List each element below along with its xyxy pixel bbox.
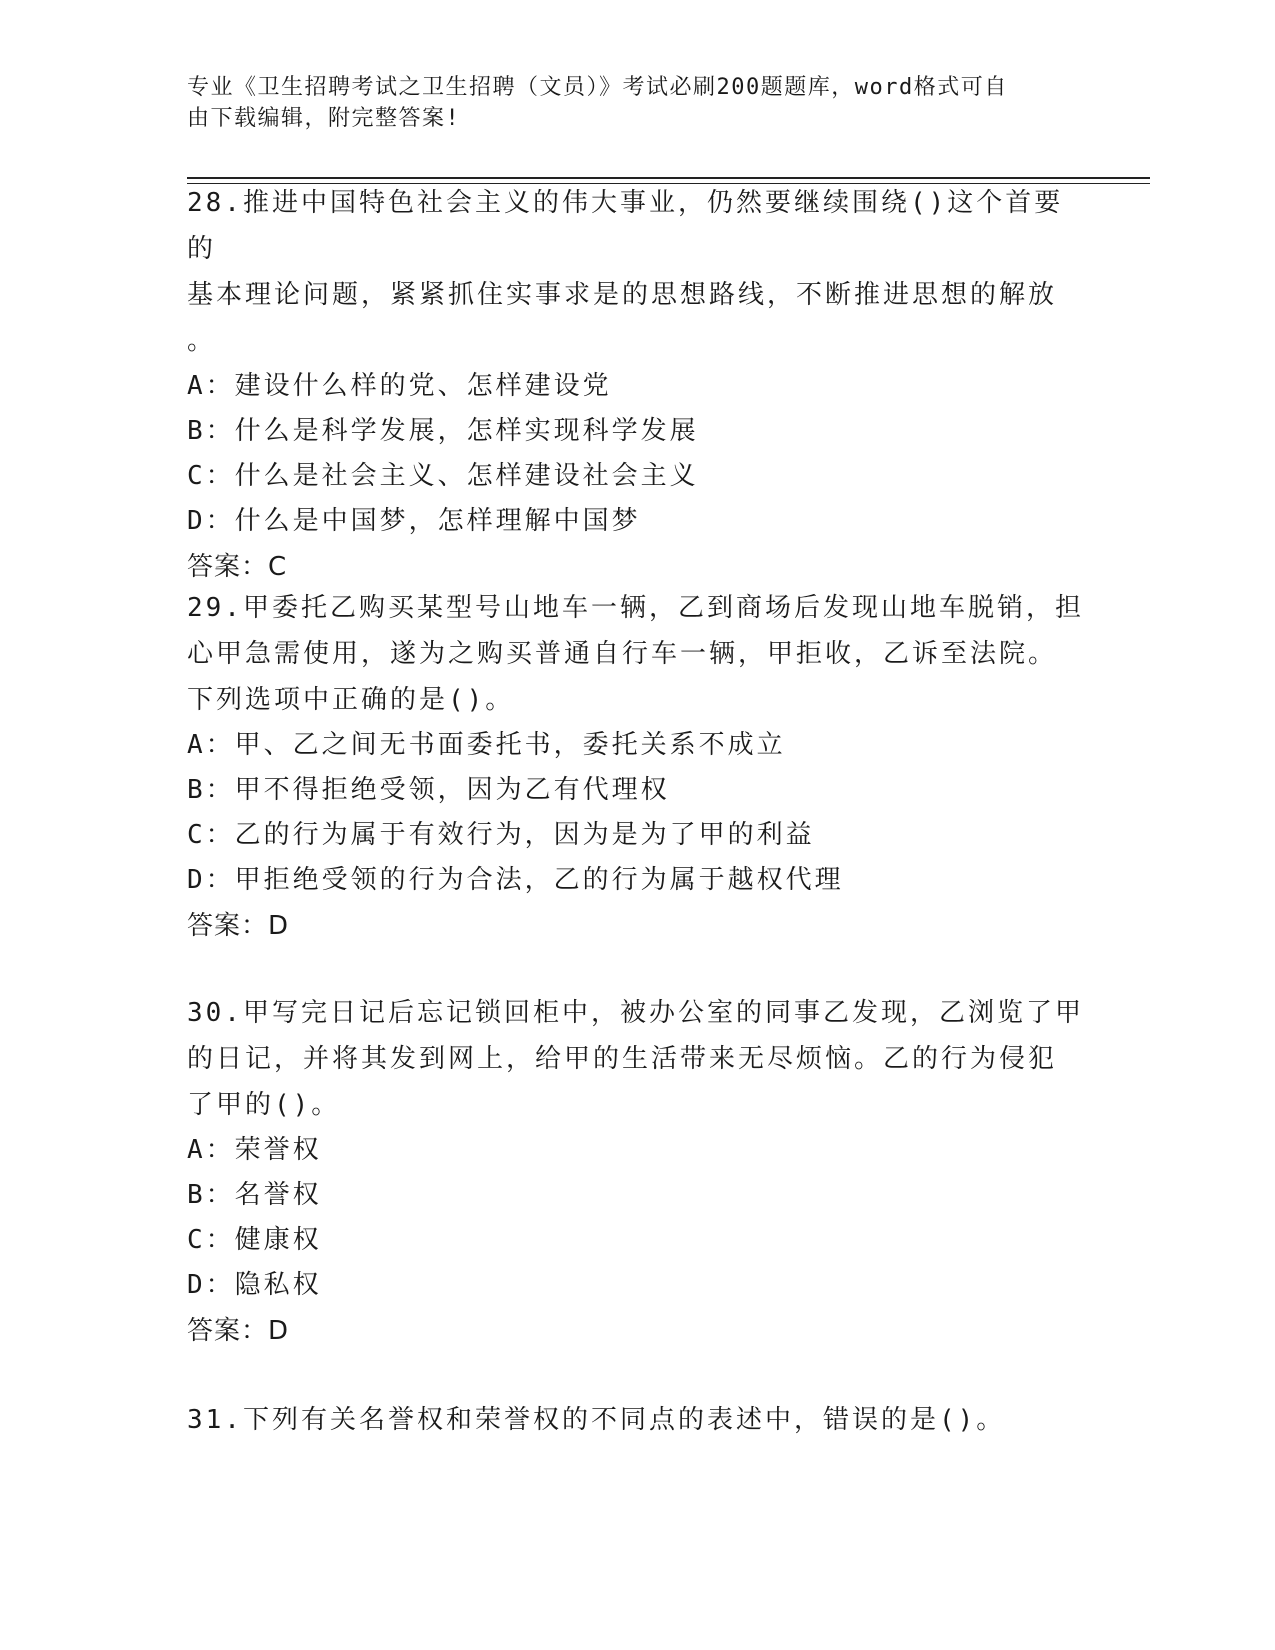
answer-line: 答案：D [187,1316,290,1346]
option-b: B：名誉权 [187,1180,322,1210]
question-stem-line: 31.下列有关名誉权和荣誉权的不同点的表述中，错误的是()。 [187,1405,1006,1435]
option-c: C：什么是社会主义、怎样建设社会主义 [187,461,699,491]
option-a: A：建设什么样的党、怎样建设党 [187,371,612,401]
option-a: A：荣誉权 [187,1135,322,1165]
answer-line: 答案：C [187,552,288,582]
answer-line: 答案：D [187,911,290,941]
header-line-1: 专业《卫生招聘考试之卫生招聘（文员）》考试必刷200题题库，word格式可自 [187,75,1008,100]
question-31 [187,1397,1087,1443]
option-c: C：乙的行为属于有效行为，因为是为了甲的利益 [187,820,815,850]
question-stem-line: 下列选项中正确的是()。 [187,685,515,715]
question-30 [187,990,1087,1355]
option-d: D：隐私权 [187,1270,322,1300]
header-divider-thick [187,177,1150,179]
question-stem-line: 了甲的()。 [187,1090,341,1120]
question-stem-line: 基本理论问题，紧紧抓住实事求是的思想路线，不断推进思想的解放 [187,280,1058,310]
option-d: D：什么是中国梦，怎样理解中国梦 [187,506,641,536]
option-c: C：健康权 [187,1225,322,1255]
question-28 [187,180,1087,591]
option-d: D：甲拒绝受领的行为合法，乙的行为属于越权代理 [187,865,844,895]
header-line-2: 由下载编辑，附完整答案! [187,106,461,131]
question-stem-line: 的日记，并将其发到网上，给甲的生活带来无尽烦恼。乙的行为侵犯 [187,1044,1058,1074]
question-stem-line: 。 [187,326,217,356]
option-a: A：甲、乙之间无书面委托书，委托关系不成立 [187,730,786,760]
question-stem-line: 28.推进中国特色社会主义的伟大事业，仍然要继续围绕()这个首要的 [187,188,1064,264]
option-b: B：甲不得拒绝受领，因为乙有代理权 [187,775,670,805]
question-stem-line: 心甲急需使用，遂为之购买普通自行车一辆，甲拒收，乙诉至法院。 [187,639,1058,669]
question-stem-line: 30.甲写完日记后忘记锁回柜中，被办公室的同事乙发现，乙浏览了甲 [187,998,1084,1028]
question-29 [187,585,1087,950]
option-b: B：什么是科学发展，怎样实现科学发展 [187,416,699,446]
question-stem-line: 29.甲委托乙购买某型号山地车一辆，乙到商场后发现山地车脱销，担 [187,593,1084,623]
document-header [187,72,1067,134]
